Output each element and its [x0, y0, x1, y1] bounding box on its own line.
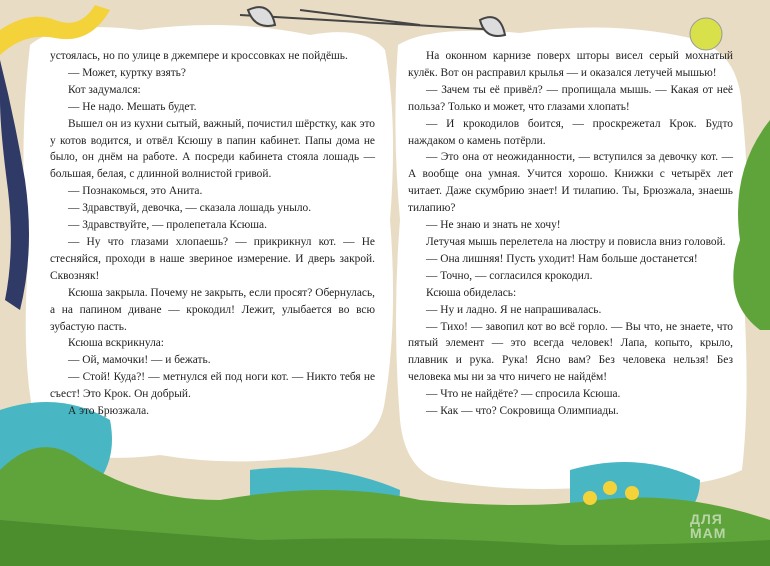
watermark-line: МАМ [690, 525, 727, 541]
paragraph: Кот задумался: [68, 83, 141, 96]
paragraph: — Она лишняя! Пусть уходит! Нам больше достанется! [426, 252, 698, 265]
paragraph: — Здравствуй, девочка, — сказала лошадь уныло. [68, 202, 312, 215]
right-page-text [408, 48, 733, 420]
paragraph: — Не надо. Мешать будет. [68, 100, 197, 113]
paragraph: На оконном карнизе поверх шторы висел серый мохнатый кулёк. Вот он расправил крылья — и оказался летучей мышью! [408, 50, 733, 79]
paragraph: — Стой! Куда?! — метнулся ей под ноги кот. — Никто тебя не съест! Это Крок. Он добрый. [50, 371, 375, 401]
paragraph: — Как — что? Сокровища Олимпиады. [426, 405, 619, 418]
paragraph: — Познакомься, это Анита. [68, 185, 203, 198]
paragraph: — Это она от неожиданности, — вступился за девочку кот. — А вообще она умная. Учится хорошо. Книжки с четырёх лет читает. Даже скумбрию знает! И тилапию. Ты, Брюзжала, знаешь тилапию? [408, 151, 733, 215]
paragraph: — Тихо! — завопил кот во всё горло. — Вы что, не знаете, что пятый элемент — это всегда человек! Лапа, копыто, крыло, плавник и рука. Рука! Ясно вам? Без человека нельзя! Без человека мы ни за что ничего не найдём! [408, 320, 733, 384]
paragraph: Вышел он из кухни сытый, важный, почистил шёрстку, как это у котов водится, и отвёл Ксюшу в папин кабинет. Папы дома не было, он днём на работе. А посреди кабинета стояла лошадь — большая, белая, с длинной волнистой гривой. [50, 117, 375, 181]
left-page-text [50, 48, 375, 420]
paragraph: — Может, куртку взять? [68, 66, 186, 79]
paragraph: Ксюша вскрикнула: [68, 337, 164, 350]
paragraph: — Ой, мамочки! — и бежать. [68, 354, 211, 367]
watermark-line: ДЛЯ [690, 511, 723, 527]
paragraph: — Точно, — согласился крокодил. [426, 269, 593, 282]
paragraph: Летучая мышь перелетела на люстру и повисла вниз головой. [426, 235, 726, 248]
paragraph: Ксюша обиделась: [426, 286, 517, 299]
paragraph: А это Брюзжала. [68, 405, 149, 418]
paragraph: — И крокодилов боится, — проскрежетал Крок. Будто наждаком о камень потёрли. [408, 117, 733, 147]
paragraph: — Ну и ладно. Я не напрашивалась. [426, 303, 602, 316]
paragraph: — Здравствуйте, — пролепетала Ксюша. [68, 219, 267, 232]
paragraph: — Ну что глазами хлопаешь? — прикрикнул кот. — Не стесняйся, проходи в наше звериное измерение. И дверь закрой. Сквозняк! [50, 235, 375, 282]
paragraph: — Не знаю и знать не хочу! [426, 219, 561, 232]
paragraph: устоялась, но по улице в джемпере и кроссовках не пойдёшь. [50, 50, 348, 62]
paragraph: Ксюша закрыла. Почему не закрыть, если просят? Обернулась, а на папином диване — крокодил! Лежит, улыбается во всю зубастую пасть. [50, 286, 375, 333]
watermark [690, 512, 726, 540]
paragraph: — Зачем ты её привёл? — пропищала мышь. — Какая от неё польза? Только и может, что глазами хлопать! [408, 83, 733, 113]
paragraph: — Что не найдёте? — спросила Ксюша. [426, 388, 621, 401]
